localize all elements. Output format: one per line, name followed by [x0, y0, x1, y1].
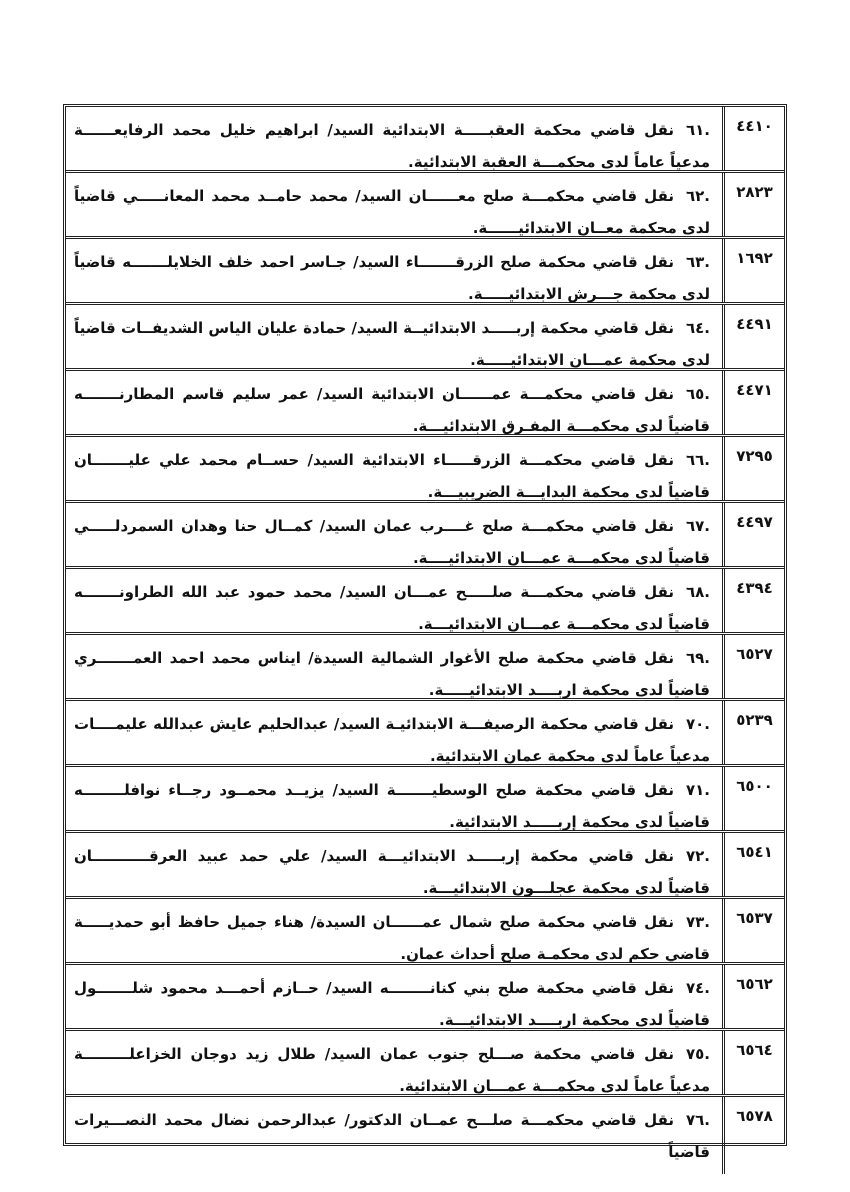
entry-text	[66, 767, 722, 830]
entry-body: نقل قاضي محكمـــة صلح معــــــان السيد/ محمد حامــد محمد المعانـــــي قاضياً لدى محكمة معــان الابتدائيــــــة.	[74, 187, 710, 237]
table-row	[66, 305, 784, 371]
entry-index: .٦٧	[685, 517, 710, 535]
entry-index: .٧١	[685, 781, 710, 799]
entry-body: نقل قاضي محكمـــة صلـــح عمــان الدكتور/ عبدالرحمن نضال محمد النصـــيرات قاضياً	[74, 1111, 710, 1161]
entry-body: نقل قاضي محكمـــة الزرقـــــاء الابتدائية السيد/ حســام محمد علي عليـــــــان قاضياً لدى محكمة البدايـــة الضريبيـــة.	[74, 451, 710, 501]
table-row	[66, 833, 784, 899]
entry-index: .٦٢	[685, 187, 710, 205]
entry-body: نقل قاضي محكمة صلح الزرقـــــــاء السيد/ جـاسر احمد خلف الخلايلـــــــه قاضياً لدى محكمة جـــرش الابتدائيـــــة.	[74, 253, 710, 303]
entry-body: نقل قاضي محكمة صلح بني كنانــــــــه السيد/ حــازم أحمـــد محمود شلـــــــول قاضياً لدى محكمة اربــــد الابتدائيـــة.	[74, 979, 710, 1029]
entry-text	[66, 239, 722, 302]
entry-body: نقل قاضي محكمة صـــلح جنوب عمان السيد/ طلال زيد دوجان الخزاعلـــــــــة مدعياً عاماً لدى محكمـــة عمـــان الابتدائية.	[74, 1045, 710, 1095]
table-row	[66, 569, 784, 635]
entry-index: .٦١	[685, 121, 710, 139]
entry-code: ٦٥٦٢	[722, 965, 784, 1028]
entry-code: ٥٢٣٩	[722, 701, 784, 764]
table-row	[66, 107, 784, 173]
entry-body: نقل قاضي محكمـــة صلـــــح عمـــان السيد/ محمد حمود عبد الله الطراونـــــــه قاضياً لدى محكمـــة عمـــان الابتدائيـــة.	[74, 583, 710, 633]
table-row	[66, 173, 784, 239]
entry-code: ٦٥٤١	[722, 833, 784, 896]
entry-code: ٤٤٧١	[722, 371, 784, 434]
table-row	[66, 635, 784, 701]
table-row	[66, 371, 784, 437]
entry-code: ٧٢٩٥	[722, 437, 784, 500]
table-row	[66, 701, 784, 767]
table-row	[66, 239, 784, 305]
entry-text	[66, 899, 722, 962]
entry-text	[66, 503, 722, 566]
entry-body: نقل قاضي محكمة صلح الأغوار الشمالية السيدة/ ايناس محمد احمد العمـــــــري قاضياً لدى محكمة اربــــد الابتدائيـــــة.	[74, 649, 710, 699]
entry-code: ٦٥٣٧	[722, 899, 784, 962]
entry-index: .٧٠	[685, 715, 710, 733]
entry-code: ٤٤٩١	[722, 305, 784, 368]
entry-body: نقل قاضي محكمة العقبـــــة الابتدائية السيد/ ابراهيم خليل محمد الرفايعــــــة مدعياً عاماً لدى محكمـــة العقبة الابتدائية.	[74, 121, 710, 171]
entry-text	[66, 437, 722, 500]
entry-text	[66, 635, 722, 698]
entry-body: نقل قاضي محكمة الرصيفـــة الابتدائيـة السيد/ عبدالحليم عايش عبدالله عليمــــات مدعياً عاماً لدى محكمة عمان الابتدائية.	[74, 715, 710, 765]
table-row	[66, 767, 784, 833]
entry-code: ٦٥٠٠	[722, 767, 784, 830]
table-row	[66, 965, 784, 1031]
entry-body: نقل قاضي محكمة إربـــــد الابتدائيــة السيد/ حمادة عليان الياس الشديفــات قاضياً لدى محكمة عمـــان الابتدائيـــــة.	[74, 319, 710, 369]
entry-text	[66, 173, 722, 236]
entry-code: ٤٤١٠	[722, 107, 784, 170]
entry-code: ٤٤٩٧	[722, 503, 784, 566]
entry-text	[66, 371, 722, 434]
table-row	[66, 899, 784, 965]
entry-index: .٦٥	[685, 385, 710, 403]
entry-text	[66, 305, 722, 368]
entry-index: .٧٤	[685, 979, 710, 997]
entry-index: .٧٣	[685, 913, 710, 931]
entry-index: .٦٤	[685, 319, 710, 337]
entry-index: .٧٥	[685, 1045, 710, 1063]
transfers-table	[63, 104, 787, 1161]
entry-code: ٦٥٢٧	[722, 635, 784, 698]
entry-text	[66, 1097, 722, 1174]
table-row	[66, 1031, 784, 1097]
entry-text	[66, 965, 722, 1028]
entry-body: نقل قاضي محكمـــة صلح غــــرب عمان السيد/ كمــال حنا وهدان السمردلـــــي قاضياً لدى محكمـــة عمـــان الابتدائيــــة.	[74, 517, 710, 567]
entry-text	[66, 833, 722, 896]
entry-code: ٦٥٧٨	[722, 1097, 784, 1174]
entry-code: ٤٣٩٤	[722, 569, 784, 632]
entry-body: نقل قاضي محكمة إربـــــد الابتدائيـــة السيد/ علي حمد عبيد العرقـــــــــــان قاضياً لدى محكمة عجلـــون الابتدائيـــة.	[74, 847, 710, 897]
entry-index: .٧٦	[685, 1111, 710, 1129]
entry-code: ٦٥٦٤	[722, 1031, 784, 1094]
entry-index: .٦٩	[685, 649, 710, 667]
entry-code: ٢٨٢٣	[722, 173, 784, 236]
table-row	[66, 1097, 784, 1174]
table-row	[66, 437, 784, 503]
entry-index: .٦٦	[685, 451, 710, 469]
entry-code: ١٦٩٢	[722, 239, 784, 302]
entry-text	[66, 569, 722, 632]
entry-body: نقل قاضي محكمـــة عمــــــان الابتدائية السيد/ عمر سليم قاسم المطارنـــــــه قاضياً لدى محكمـــة المفـرق الابتدائيـــة.	[74, 385, 710, 435]
entry-index: .٦٨	[685, 583, 710, 601]
entry-body: نقل قاضي محكمة صلح الوسطيـــــــة السيد/ يزيــد محمــود رجــاء نوافلــــــــه قاضياً لدى محكمة إربـــــد الابتدائية.	[74, 781, 710, 831]
entry-text	[66, 1031, 722, 1094]
entry-text	[66, 107, 722, 170]
table-row	[66, 503, 784, 569]
entry-body: نقل قاضي محكمة صلح شمال عمــــــان السيدة/ هناء جميل حافظ أبو حمديـــــة قاضي حكم لدى محكمـة صلح أحداث عمان.	[74, 913, 710, 963]
entry-text	[66, 701, 722, 764]
entry-index: .٦٣	[685, 253, 710, 271]
entry-index: .٧٢	[685, 847, 710, 865]
